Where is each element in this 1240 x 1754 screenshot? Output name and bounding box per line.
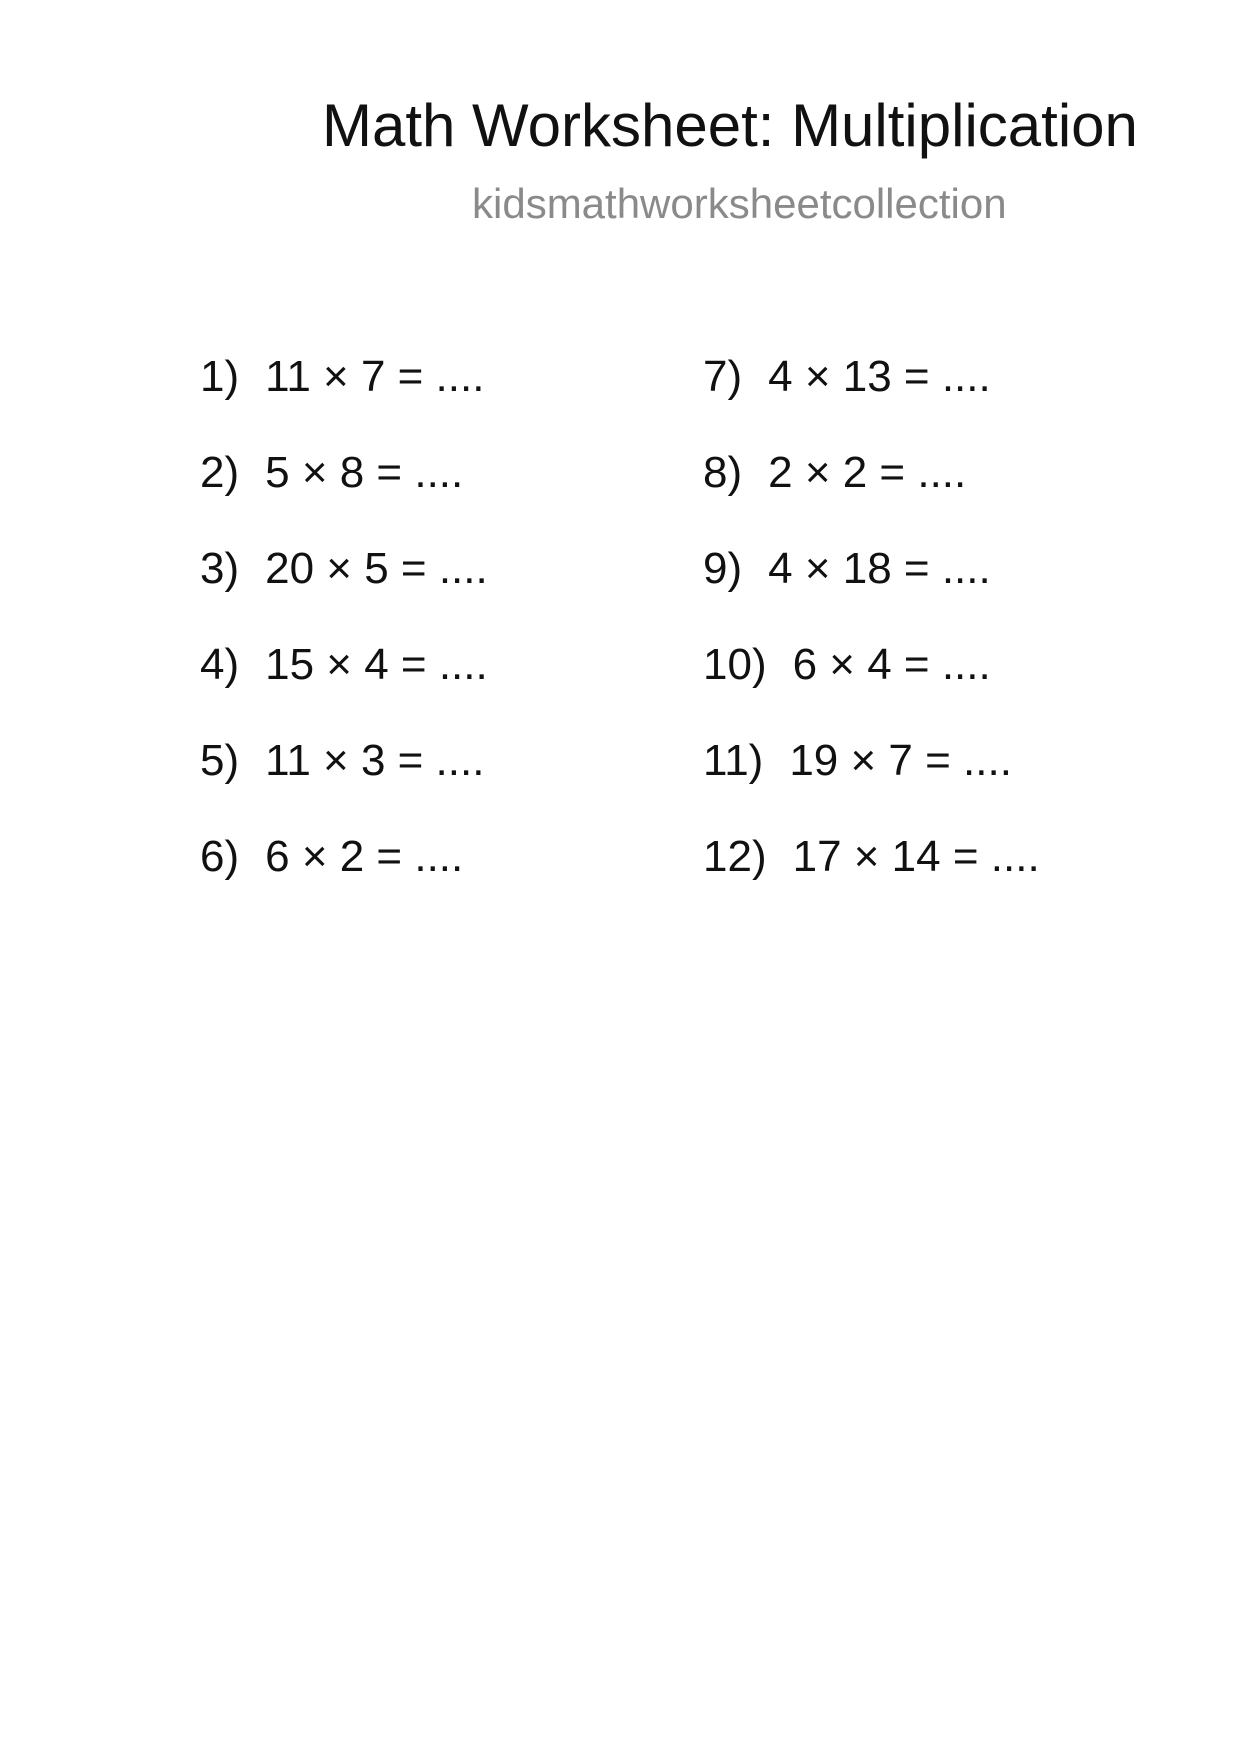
problem-6: [200, 832, 488, 928]
problem-number: 3): [200, 544, 240, 593]
problem-expression: 20 × 5 = ....: [265, 544, 488, 593]
problem-expression: 15 × 4 = ....: [265, 640, 488, 689]
problem-number: 12): [703, 832, 767, 881]
problem-number: 1): [200, 352, 240, 401]
problem-10: [703, 640, 1040, 736]
problem-column-right: [703, 352, 1040, 928]
problem-expression: 19 × 7 = ....: [789, 736, 1012, 785]
problem-number: 4): [200, 640, 240, 689]
problem-8: [703, 448, 1040, 544]
problem-7: [703, 352, 1040, 448]
problem-number: 5): [200, 736, 240, 785]
problem-expression: 17 × 14 = ....: [792, 832, 1040, 881]
problem-5: [200, 736, 488, 832]
problem-expression: 6 × 4 = ....: [792, 640, 991, 689]
problem-2: [200, 448, 488, 544]
problem-number: 8): [703, 448, 743, 497]
problem-9: [703, 544, 1040, 640]
problem-4: [200, 640, 488, 736]
page-subtitle: kidsmathworksheetcollection: [472, 180, 1007, 227]
problem-expression: 11 × 7 = ....: [265, 352, 485, 401]
problem-12: [703, 832, 1040, 928]
problem-expression: 2 × 2 = ....: [768, 448, 967, 497]
problem-number: 6): [200, 832, 240, 881]
problem-number: 10): [703, 640, 767, 689]
problem-1: [200, 352, 488, 448]
problem-expression: 11 × 3 = ....: [265, 736, 485, 785]
page-title: Math Worksheet: Multiplication: [322, 92, 1138, 159]
problem-number: 7): [703, 352, 743, 401]
problem-column-left: [200, 352, 488, 928]
problem-3: [200, 544, 488, 640]
problem-number: 9): [703, 544, 743, 593]
problem-number: 2): [200, 448, 240, 497]
problem-expression: 5 × 8 = ....: [265, 448, 464, 497]
problem-number: 11): [703, 736, 764, 785]
problem-expression: 4 × 13 = ....: [768, 352, 991, 401]
problem-11: [703, 736, 1040, 832]
problem-expression: 6 × 2 = ....: [265, 832, 464, 881]
problem-expression: 4 × 18 = ....: [768, 544, 991, 593]
